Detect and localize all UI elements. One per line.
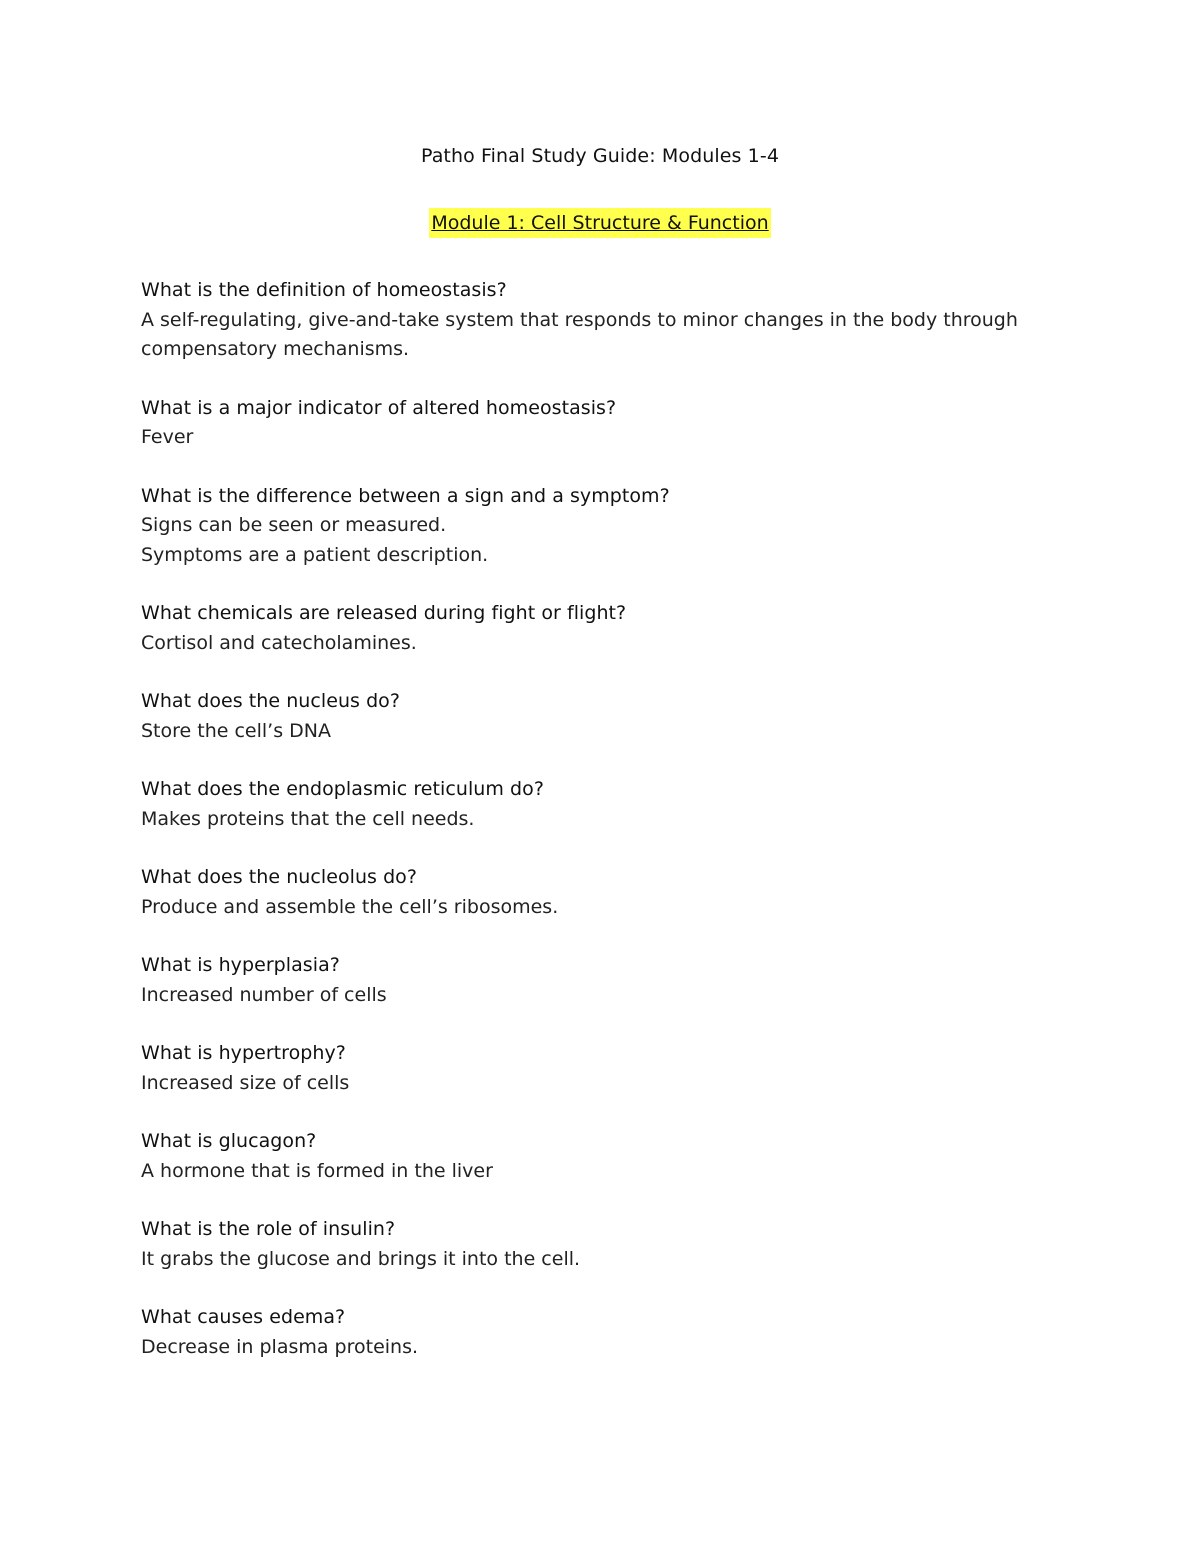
qa-list xyxy=(141,276,1041,1391)
question-text: What does the nucleus do? xyxy=(141,690,400,712)
question-text: What is the role of insulin? xyxy=(141,1218,396,1240)
answer-text: It grabs the glucose and brings it into the cell. xyxy=(141,1247,581,1270)
answer-text: Produce and assemble the cell’s ribosomes. xyxy=(141,895,559,918)
qa-item xyxy=(141,1215,1041,1274)
question-text: What is hypertrophy? xyxy=(141,1042,346,1064)
answer-text: Decrease in plasma proteins. xyxy=(141,1335,419,1358)
answer-text: Increased size of cells xyxy=(141,1071,350,1094)
question-text: What is the definition of homeostasis? xyxy=(141,279,507,301)
question-text: What is hyperplasia? xyxy=(141,954,340,976)
qa-item xyxy=(141,1303,1041,1362)
module-heading-container xyxy=(0,208,1200,238)
answer-text: Increased number of cells xyxy=(141,983,387,1006)
qa-item xyxy=(141,775,1041,834)
qa-item xyxy=(141,863,1041,922)
qa-item xyxy=(141,687,1041,746)
question-text: What is a major indicator of altered homeostasis? xyxy=(141,396,617,419)
question-text: What does the nucleolus do? xyxy=(141,866,417,888)
qa-item xyxy=(141,276,1041,365)
qa-item xyxy=(141,482,1041,571)
module-heading: Module 1: Cell Structure & Function xyxy=(429,208,770,238)
question-text: What is glucagon? xyxy=(141,1130,317,1152)
answer-text: Signs can be seen or measured. xyxy=(141,514,447,536)
answer-text: Cortisol and catecholamines. xyxy=(141,631,417,654)
question-text: What causes edema? xyxy=(141,1306,346,1328)
answer-text: Symptoms are a patient description. xyxy=(141,543,489,566)
answer-text: A hormone that is formed in the liver xyxy=(141,1159,493,1182)
answer-text: compensatory mechanisms. xyxy=(141,338,410,360)
question-text: What does the endoplasmic reticulum do? xyxy=(141,778,544,800)
answer-text: Store the cell’s DNA xyxy=(141,719,331,742)
question-text: What chemicals are released during fight or flight? xyxy=(141,602,627,624)
answer-text: Fever xyxy=(141,426,194,448)
question-text: What is the difference between a sign and a symptom? xyxy=(141,484,670,507)
qa-item xyxy=(141,394,1041,453)
qa-item xyxy=(141,1127,1041,1186)
answer-text: A self-regulating, give-and-take system that responds to minor changes in the body through xyxy=(141,308,1018,331)
qa-item xyxy=(141,1039,1041,1098)
document-title: Patho Final Study Guide: Modules 1-4 xyxy=(420,145,780,167)
qa-item xyxy=(141,951,1041,1010)
qa-item xyxy=(141,599,1041,658)
answer-text: Makes proteins that the cell needs. xyxy=(141,807,475,830)
